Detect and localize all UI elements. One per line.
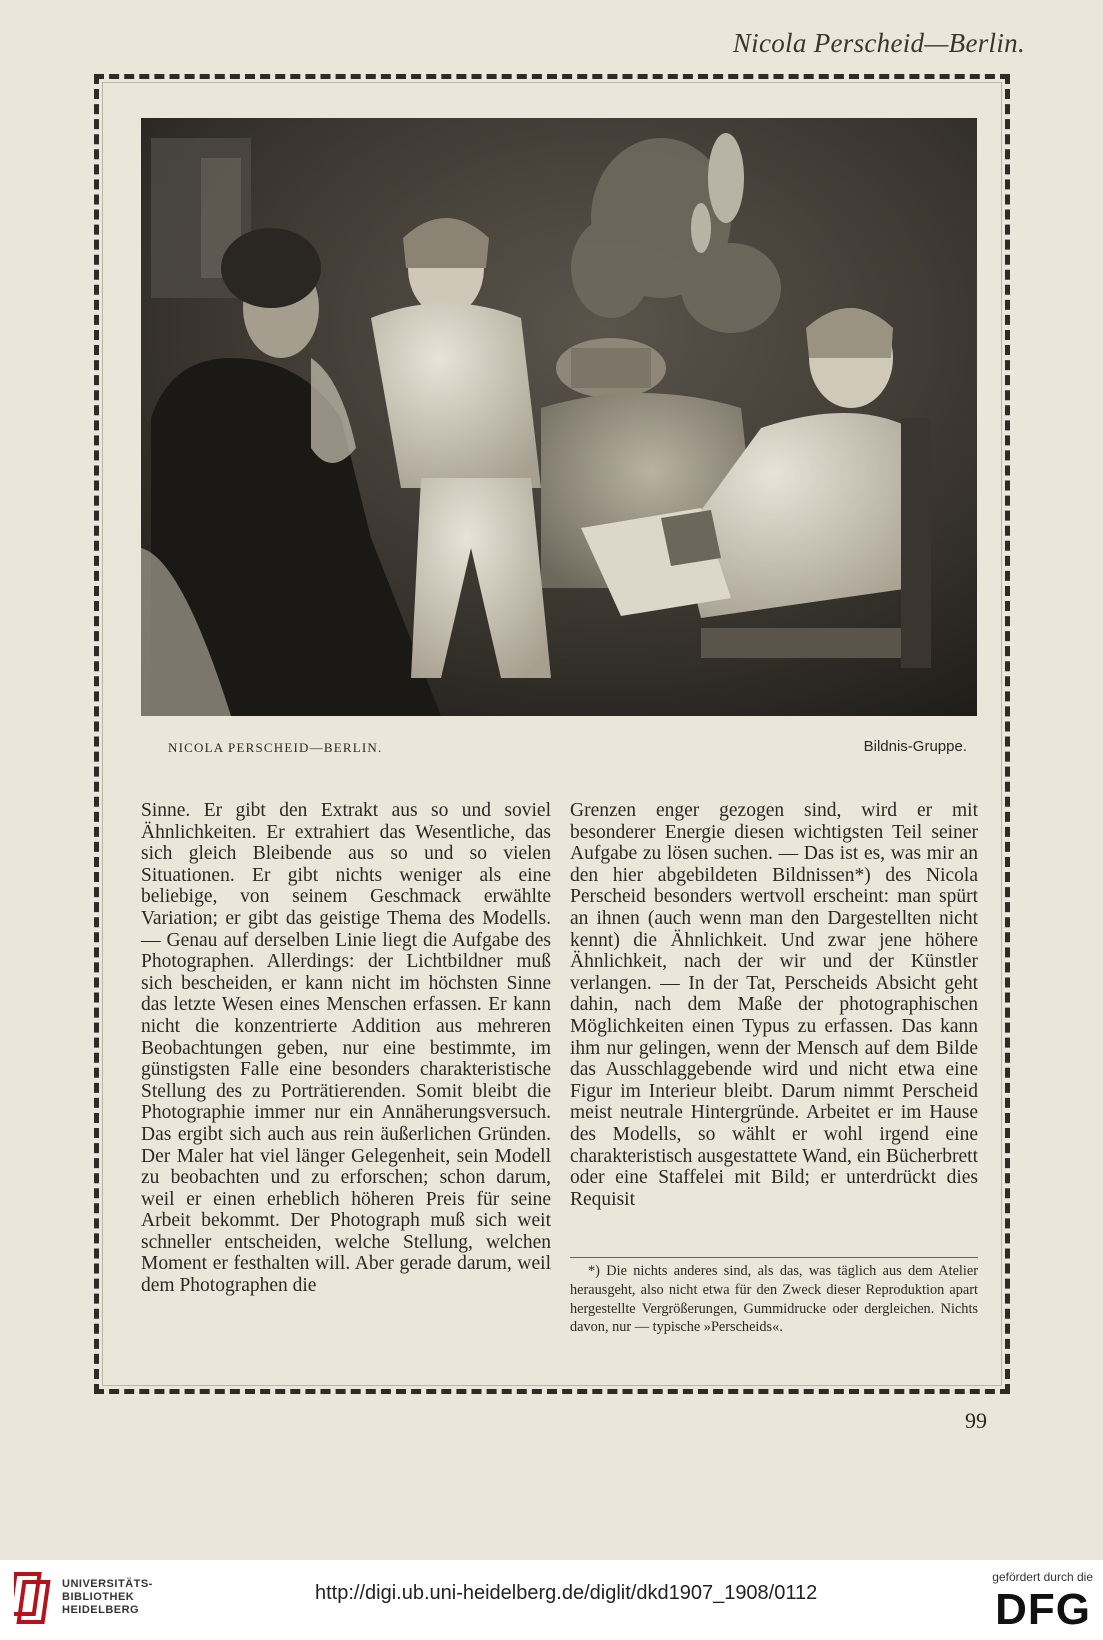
viewer-footer	[0, 1560, 1103, 1640]
document-url-link[interactable]: http://digi.ub.uni-heidelberg.de/diglit/dkd1907_1908/0112	[315, 1582, 818, 1604]
footnote-divider	[570, 1257, 978, 1258]
footnote	[570, 1262, 978, 1337]
footnote-text: *) Die nichts anderes sind, als das, was täglich aus dem Atelier herausgeht, also nicht etwa für den Zweck dieser Reproduktion apart hergestellte Vergrößerungen, Gummidrucke oder dergleichen. Nichts davon, nur — typische »Perscheids«.	[570, 1263, 978, 1336]
running-head: Nicola Perscheid—Berlin.	[732, 28, 1025, 58]
text-column-left	[141, 800, 551, 1297]
institution-name: UNIVERSITÄTS- BIBLIOTHEK HEIDELBERG	[62, 1578, 153, 1616]
paragraph: Grenzen enger gezogen sind, wird er mit besonderer Energie diesen wichtigsten Teil seiner Aufgabe zu lösen suchen. — Das ist es, was mir an den hier abgebildeten Bildnissen*) des Nicola Perscheid besonders wertvoll erscheint: man spürt an ihnen (auch wenn man den Dargestellten nicht kennt) die Ähnlichkeit. Und zwar jene höhere Ähnlichkeit, nach der wir und der Künstler verlangen. — In der Tat, Perscheids Absicht geht dahin, nach dem Maße der photographischen Möglichkeiten einen Typus zu erfassen. Das kann ihm nur gelingen, wenn der Mensch auf dem Bilde das Ausschlaggebende wird und nicht etwa eine Figur im Interieur bleibt. Darum nimmt Perscheid meist neutrale Hintergründe. Arbeitet er im Hause des Modells, so wählt er wohl irgend eine charakteristisch ausgestattete Wand, ein Bücherbrett oder eine Staffelei mit Bild; er unterdrückt dies Requisit	[570, 800, 978, 1210]
library-logo-icon	[14, 1570, 54, 1626]
figure-caption-photographer: NICOLA PERSCHEID—BERLIN.	[168, 740, 383, 755]
page-number: 99	[965, 1408, 987, 1433]
dfg-logo: DFG	[995, 1585, 1091, 1634]
portrait-photograph	[141, 118, 977, 716]
figure-caption-title: Bildnis-Gruppe.	[863, 738, 967, 755]
funding-note: gefördert durch die	[992, 1570, 1093, 1584]
paragraph: Sinne. Er gibt den Extrakt aus so und soviel Ähnlichkeiten. Er extrahiert das Wesentliche, das sich gleich Bleibende aus so und so vielen Situationen. Er gibt nichts weniger als eine beliebige, von seinem Geschmack erwählte Variation; er gibt das geistige Thema des Modells. — Genau auf derselben Linie liegt die Aufgabe des Photographen. Allerdings: der Lichtbildner muß sich bescheiden, er kann nicht im höchsten Sinne das letzte Wesen eines Menschen erfassen. Er kann nicht die konzentrierte Addition aus mehreren Beobachtungen geben, nur eine bestimmte, im günstigsten Falle eine besonders charakteristische Stellung des zu Porträtierenden. Somit bleibt die Photographie immer nur ein Annäherungsversuch. Das ergibt sich auch aus rein äußerlichen Gründen. Der Maler hat viel länger Gelegenheit, sein Modell zu beobachten und zu erforschen; schon darum, weil er einen erheblich höheren Preis für seine Arbeit bekommt. Der Photograph muß sich weit schneller entscheiden, welche Stellung, welchen Moment er festhalten will. Aber gerade darum, weil dem Photographen die	[141, 800, 551, 1297]
text-column-right	[570, 800, 978, 1210]
